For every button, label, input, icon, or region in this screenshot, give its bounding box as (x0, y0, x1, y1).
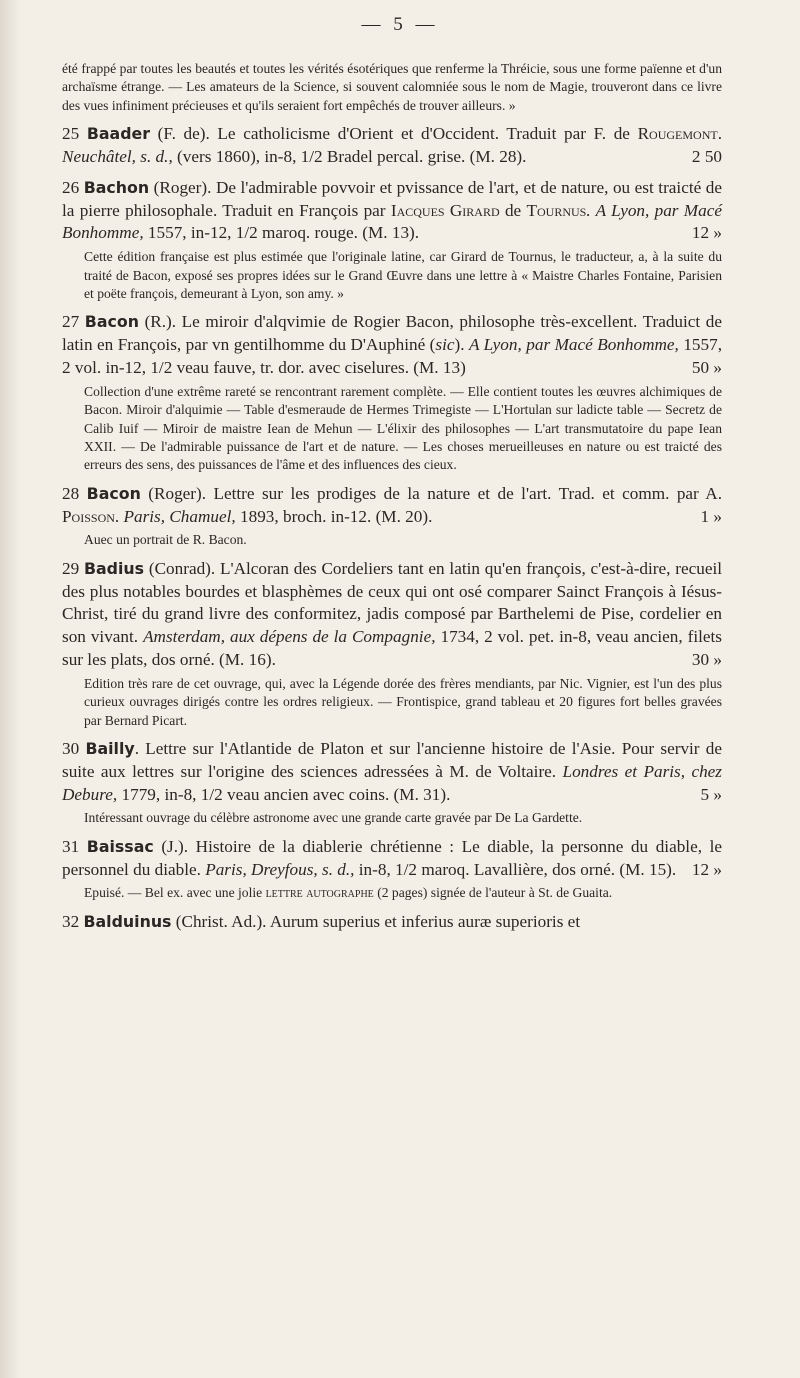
note-text: Epuisé. — Bel ex. avec une jolie (84, 885, 266, 901)
entry-author: Balduinus (83, 911, 172, 931)
entry-28 (62, 483, 722, 529)
entry-author: Baader (86, 124, 151, 144)
entry-description: 1779, in-8, 1/2 veau ancien avec coins. (M. 31). (117, 784, 451, 804)
entry-text: (Roger). De l'admirable povvoir et pvissance de l'art, et de nature, ou est traicté de la pierre philosophale. Traduit en François par (62, 177, 722, 220)
entry-25 (62, 123, 722, 169)
entry-translator-place: Tournus (526, 200, 587, 220)
entry-30-note: Intéressant ouvrage du célèbre astronome avec une grande carte gravée par De La Gardette. (84, 810, 583, 826)
entry-description: in-8, 1/2 maroq. Lavallière, dos orné. (M. 15). (354, 859, 677, 879)
entry-number: 31 (62, 836, 80, 856)
entry-imprint: Paris, Chamuel, (123, 506, 236, 526)
entry-text: . Lettre sur l'Atlantide de Platon et sur l'ancienne histoire de l'Asie. Pour servir de suite aux lettres sur l'origine des sciences adressées à M. de Voltaire. (62, 739, 722, 781)
entry-price: 30 » (691, 650, 722, 670)
entry-price: 12 » (691, 859, 722, 879)
entry-29 (62, 558, 722, 672)
entry-number: 26 (62, 177, 80, 197)
note-text: (2 pages) signée de l'auteur à St. de Guaita. (373, 885, 613, 901)
entry-author: Bacon (86, 483, 141, 503)
entry-price: 50 » (691, 358, 722, 378)
entry-26-note: Cette édition française est plus estimée que l'originale latine, car Girard de Tournus, le traducteur, a, à la suite du traité de Bacon, exposé ses propres idées sur le Grand Œuvre dans une lettre à « Maistre Charles Fontaine, Parisien et poëte françois, demeurant à Lyon, son amy. » (84, 249, 722, 302)
entry-30 (62, 738, 722, 806)
entry-price: 12 » (691, 223, 722, 243)
entry-32 (62, 911, 722, 934)
page-content (62, 60, 722, 934)
note-autograph: lettre autographe (265, 885, 374, 901)
entry-translator: Rougemont (637, 124, 718, 144)
entry-price: 1 » (700, 506, 722, 526)
entry-27-note: Collection d'une extrême rareté se rencontrant rarement complète. — Elle contient toutes les œuvres alchimiques de Bacon. Miroir d'alquimie — Table d'esmeraude de Hermes Trimegiste — L'Hortulan sur ladicte table — Secretz de Calib Iuif — Miroir de maistre Iean de Mehun — L'élixir des philosophes — L'art transmutatoire du pape Iean XXII. — De l'admirable puissance de l'art et de nature. — Les choses merueilleuses en nature ou est traicté des erreurs des sens, des puissances de l'âme et des influences des cieux. (84, 383, 722, 473)
entry-31-note (84, 884, 722, 902)
entry-description: 1557, 2 vol. in-12, 1/2 veau fauve, tr. dor. avec ciselures. (M. 13) (62, 335, 722, 378)
entry-text: (Conrad). L'Alcoran des Cordeliers tant en latin qu'en françois, c'est-à-dire, recueil des plus notables bourdes et blasphèmes de ceux qui ont osé comparer Sainct François à Iésus-Christ, tiré du grand livre des conformitez, jadis composé par Barthelemi de Pise, cordelier en son vivant. (62, 558, 722, 647)
entry-text: (Christ. Ad.). Aurum superius et inferius auræ superioris et (171, 911, 581, 931)
entry-price: 5 » (700, 784, 722, 804)
entry-author: Baissac (86, 836, 154, 856)
entry-31 (62, 836, 722, 882)
entry-number: 28 (62, 483, 80, 503)
entry-26 (62, 177, 722, 245)
entry-author: Bailly (85, 739, 135, 759)
entry-translator: Poisson (62, 506, 115, 526)
entry-imprint: Amsterdam, aux dépens de la Compagnie, (143, 627, 436, 647)
entry-28-note: Auec un portrait de R. Bacon. (84, 532, 247, 548)
entry-imprint: . A Lyon, par Macé Bonhomme, (62, 200, 722, 243)
entry-imprint: Londres et Paris, chez Debure, (62, 761, 722, 804)
entry-number: 25 (62, 124, 80, 144)
entry-text: (F. de). Le catholicisme d'Orient et d'Occident. Traduit par F. de (150, 124, 638, 144)
entry-27 (62, 311, 722, 379)
entry-translator: Iacques Girard (390, 200, 500, 220)
entry-text: . (114, 506, 124, 526)
entry-number: 32 (62, 911, 80, 931)
entry-sic: sic (435, 335, 455, 355)
entry-description: 1893, broch. in-12. (M. 20). (235, 506, 433, 526)
page-number: — 5 — (361, 14, 439, 35)
entry-description: 1734, 2 vol. pet. in-8, veau ancien, filets sur les plats, dos orné. (M. 16). (62, 627, 722, 670)
entry-text: . (717, 124, 723, 144)
entry-text: (R.). Le miroir d'alqvimie de Rogier Bacon, philosophe très-excellent. Traduict de latin en François, par vn gentilhomme du D'Auphiné ( (62, 312, 723, 355)
entry-text: (J.). Histoire de la diablerie chrétienne : Le diable, la personne du diable, le personnel du diable. (62, 836, 722, 879)
entry-author: Bachon (83, 177, 150, 197)
entry-author: Badius (83, 558, 145, 578)
entry-author: Bacon (84, 312, 139, 332)
entry-29-note: Edition très rare de cet ouvrage, qui, avec la Légende dorée des frères mendiants, par Nic. Vignier, est l'un des plus curieux ouvrages dirigés contre les ordres religieux. — Frontispice, grand tableau et 20 figures fort belles gravées par Bernard Picart. (84, 675, 722, 728)
intro-paragraph: été frappé par toutes les beautés et toutes les vérités ésotériques que renferme la Thréicie, sous une forme païenne et d'un archaïsme étrange. — Les amateurs de la Science, si souvent calomniée sous le nom de Magie, trouveront dans ce livre des vues infiniment précieuses et qu'ils seraient fort empêchés de trouver ailleurs. » (62, 61, 722, 113)
entry-text: (Roger). Lettre sur les prodiges de la nature et de l'art. Trad. et comm. par A. (140, 483, 722, 503)
entry-text: de (499, 200, 527, 220)
entry-imprint: A Lyon, par Macé Bonhomme, (468, 335, 679, 355)
entry-description: (vers 1860), in-8, 1/2 Bradel percal. grise. (M. 28). (172, 147, 527, 167)
entry-imprint: Paris, Dreyfous, s. d., (205, 859, 355, 879)
entry-text: ). (454, 335, 469, 355)
entry-number: 30 (62, 739, 80, 759)
entry-imprint: Neuchâtel, s. d., (62, 147, 173, 167)
entry-price: 2 50 (691, 147, 722, 167)
entry-number: 27 (62, 312, 80, 332)
entry-description: 1557, in-12, 1/2 maroq. rouge. (M. 13). (143, 223, 420, 243)
binding-shadow (0, 0, 20, 1378)
entry-number: 29 (62, 558, 80, 578)
